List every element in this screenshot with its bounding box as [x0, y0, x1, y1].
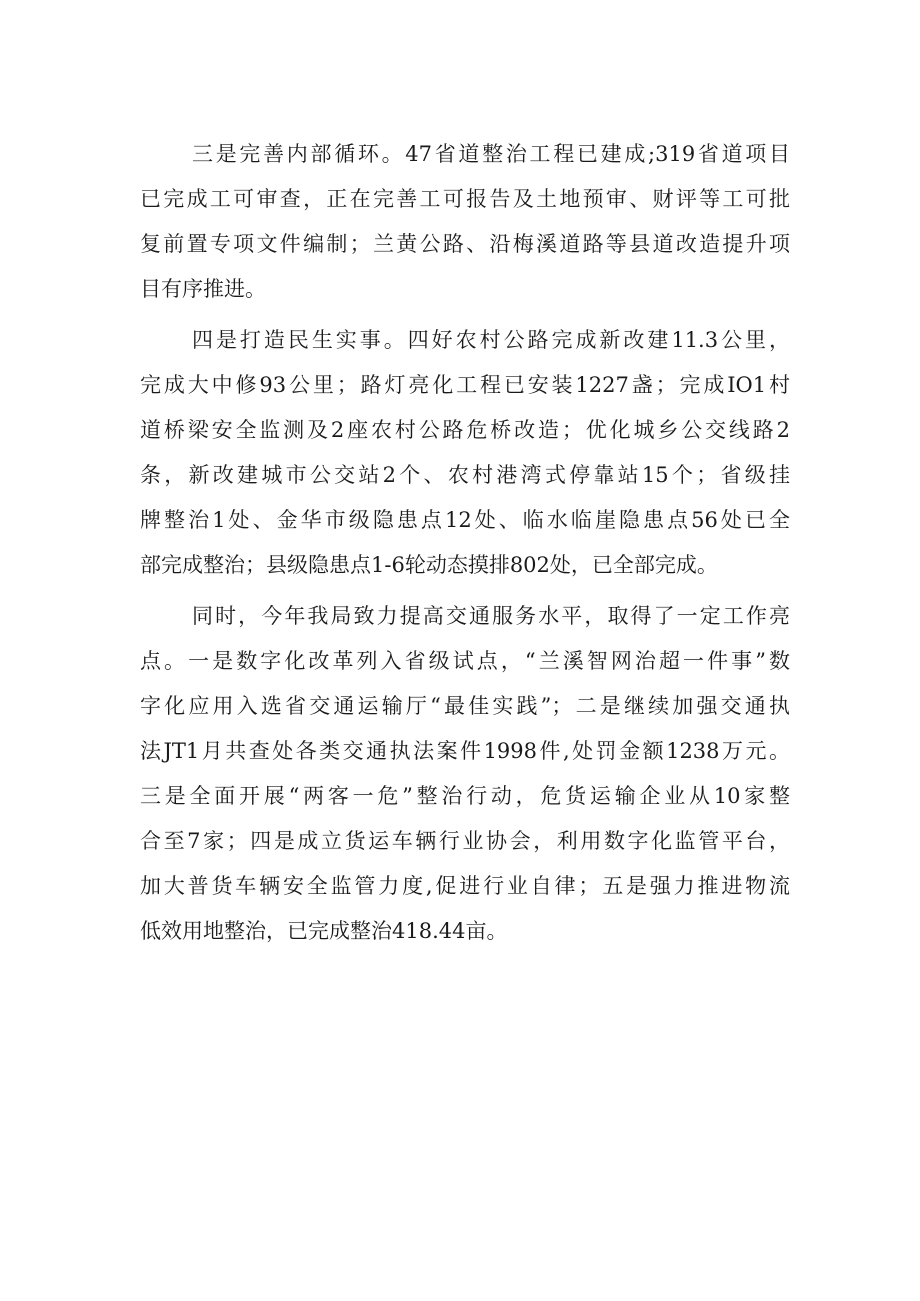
- paragraph-line: 已完成工可审查，正在完善工可报告及土地预审、财评等工可批: [140, 187, 790, 211]
- paragraph-line: 目有序推进。: [140, 277, 266, 301]
- paragraph-line: 三是全面开展“两客一危”整治行动，危货运输企业从10家整: [140, 784, 790, 808]
- paragraph-line: 低效用地整治，已完成整治418.44亩。: [140, 919, 508, 943]
- paragraph-line: 条，新改建城市公交站2个、农村港湾式停靠站15个；省级挂: [140, 463, 790, 487]
- paragraph-line: 法JT1月共查处各类交通执法案件1998件,处罚金额1238万元。: [140, 739, 790, 763]
- paragraph-line: 三是完善内部循环。47省道整治工程已建成;319省道项目: [192, 142, 790, 166]
- paragraph-line: 合至7家；四是成立货运车辆行业协会，利用数字化监管平台，: [140, 829, 790, 853]
- paragraph-internal-circulation: [140, 132, 790, 312]
- paragraph-line: 点。一是数字化改革列入省级试点，“兰溪智网治超一件事”数: [140, 649, 790, 673]
- paragraph-line: 牌整治1处、金华市级隐患点12处、临水临崖隐患点56处已全: [140, 508, 790, 532]
- paragraph-line: 同时，今年我局致力提高交通服务水平，取得了一定工作亮: [192, 604, 790, 628]
- paragraph-line: 字化应用入选省交通运输厅“最佳实践”；二是继续加强交通执: [140, 694, 790, 718]
- paragraph-livelihood-projects: [140, 318, 790, 588]
- document-body: [140, 132, 790, 960]
- paragraph-line: 四是打造民生实事。四好农村公路完成新改建11.3公里，: [192, 328, 790, 352]
- paragraph-line: 道桥梁安全监测及2座农村公路危桥改造；优化城乡公交线路2: [140, 418, 790, 442]
- paragraph-line: 加大普货车辆安全监管力度,促进行业自律；五是强力推进物流: [140, 874, 790, 898]
- paragraph-line: 部完成整治；县级隐患点1-6轮动态摸排802处，已全部完成。: [140, 553, 718, 577]
- paragraph-line: 完成大中修93公里；路灯亮化工程已安装1227盏；完成IO1村: [140, 373, 790, 397]
- paragraph-service-highlights: [140, 594, 790, 954]
- paragraph-line: 复前置专项文件编制；兰黄公路、沿梅溪道路等县道改造提升项: [140, 232, 790, 256]
